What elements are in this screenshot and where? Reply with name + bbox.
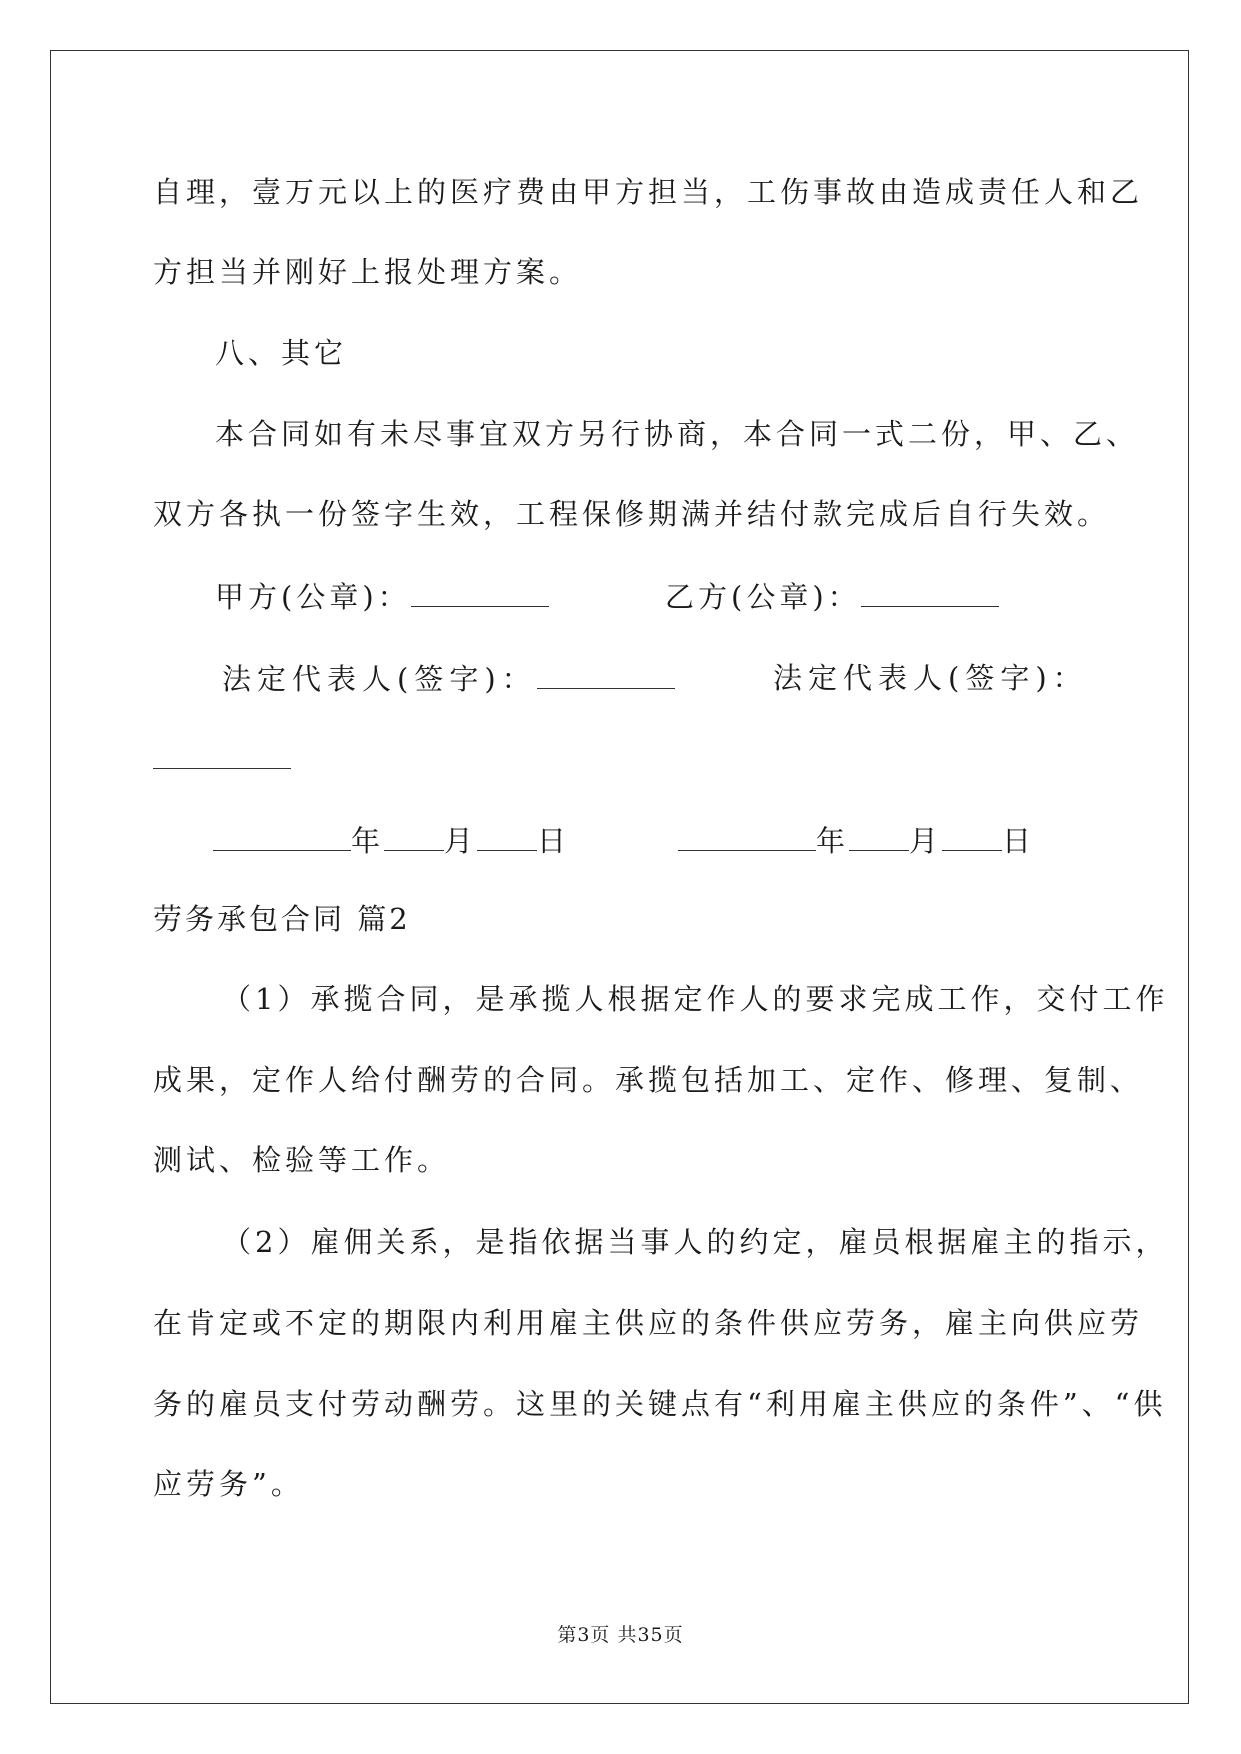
paragraph-line: 自理，壹万元以上的医疗费由甲方担当，工伤事故由造成责任人和乙 — [153, 175, 1144, 209]
rep-a-label: 法定代表人(签字)： — [222, 662, 537, 696]
year-blank — [213, 820, 351, 851]
page-border — [50, 50, 1189, 1704]
party-a-blank — [411, 576, 549, 607]
paragraph-line: 本合同如有未尽事宜双方另行协商，本合同一式二份，甲、乙、 — [215, 417, 1140, 451]
year-label: 年 — [816, 824, 850, 858]
day-label: 日 — [1002, 824, 1036, 858]
month-label: 月 — [444, 824, 478, 858]
signature-row-party-b — [665, 576, 999, 617]
date-row-b — [678, 820, 1035, 861]
paragraph-line: （2）雇佣关系，是指依据当事人的约定，雇员根据雇主的指示， — [222, 1225, 1169, 1259]
day-blank — [477, 820, 537, 851]
paragraph-line: 应劳务”。 — [153, 1467, 304, 1501]
paragraph-line: 在肯定或不定的期限内利用雇主供应的条件供应劳务，雇主向供应劳 — [153, 1306, 1144, 1340]
party-b-label: 乙方(公章)： — [665, 580, 861, 614]
rep-b-label: 法定代表人(签字)： — [773, 661, 1088, 695]
month-blank — [849, 820, 909, 851]
section-heading: 八、其它 — [215, 336, 348, 370]
rep-a-blank — [537, 658, 675, 689]
page-number: 第3页 共35页 — [557, 1624, 684, 1646]
paragraph-line: 方担当并刚好上报处理方案。 — [153, 255, 583, 289]
day-label: 日 — [537, 824, 571, 858]
paragraph-line: 双方各执一份签字生效，工程保修期满并结付款完成后自行失效。 — [153, 497, 1111, 531]
paragraph-line: 务的雇员支付劳动酬劳。这里的关键点有“利用雇主供应的条件”、“供 — [153, 1387, 1167, 1421]
rep-a-row — [222, 658, 675, 699]
rep-b-blank-row — [153, 738, 291, 779]
month-label: 月 — [909, 824, 943, 858]
month-blank — [384, 820, 444, 851]
rep-b-blank — [153, 738, 291, 769]
rep-b-row — [773, 658, 1088, 698]
paragraph-line: 测试、检验等工作。 — [153, 1143, 451, 1177]
signature-row-party — [215, 576, 549, 617]
year-blank — [678, 820, 816, 851]
date-row-a — [213, 820, 570, 861]
paragraph-line: （1）承揽合同，是承揽人根据定作人的要求完成工作，交付工作 — [222, 982, 1169, 1016]
party-a-label: 甲方(公章)： — [215, 580, 411, 614]
year-label: 年 — [351, 824, 385, 858]
section-title: 劳务承包合同 篇2 — [153, 902, 411, 936]
paragraph-line: 成果，定作人给付酬劳的合同。承揽包括加工、定作、修理、复制、 — [153, 1063, 1144, 1097]
party-b-blank — [861, 576, 999, 607]
day-blank — [942, 820, 1002, 851]
